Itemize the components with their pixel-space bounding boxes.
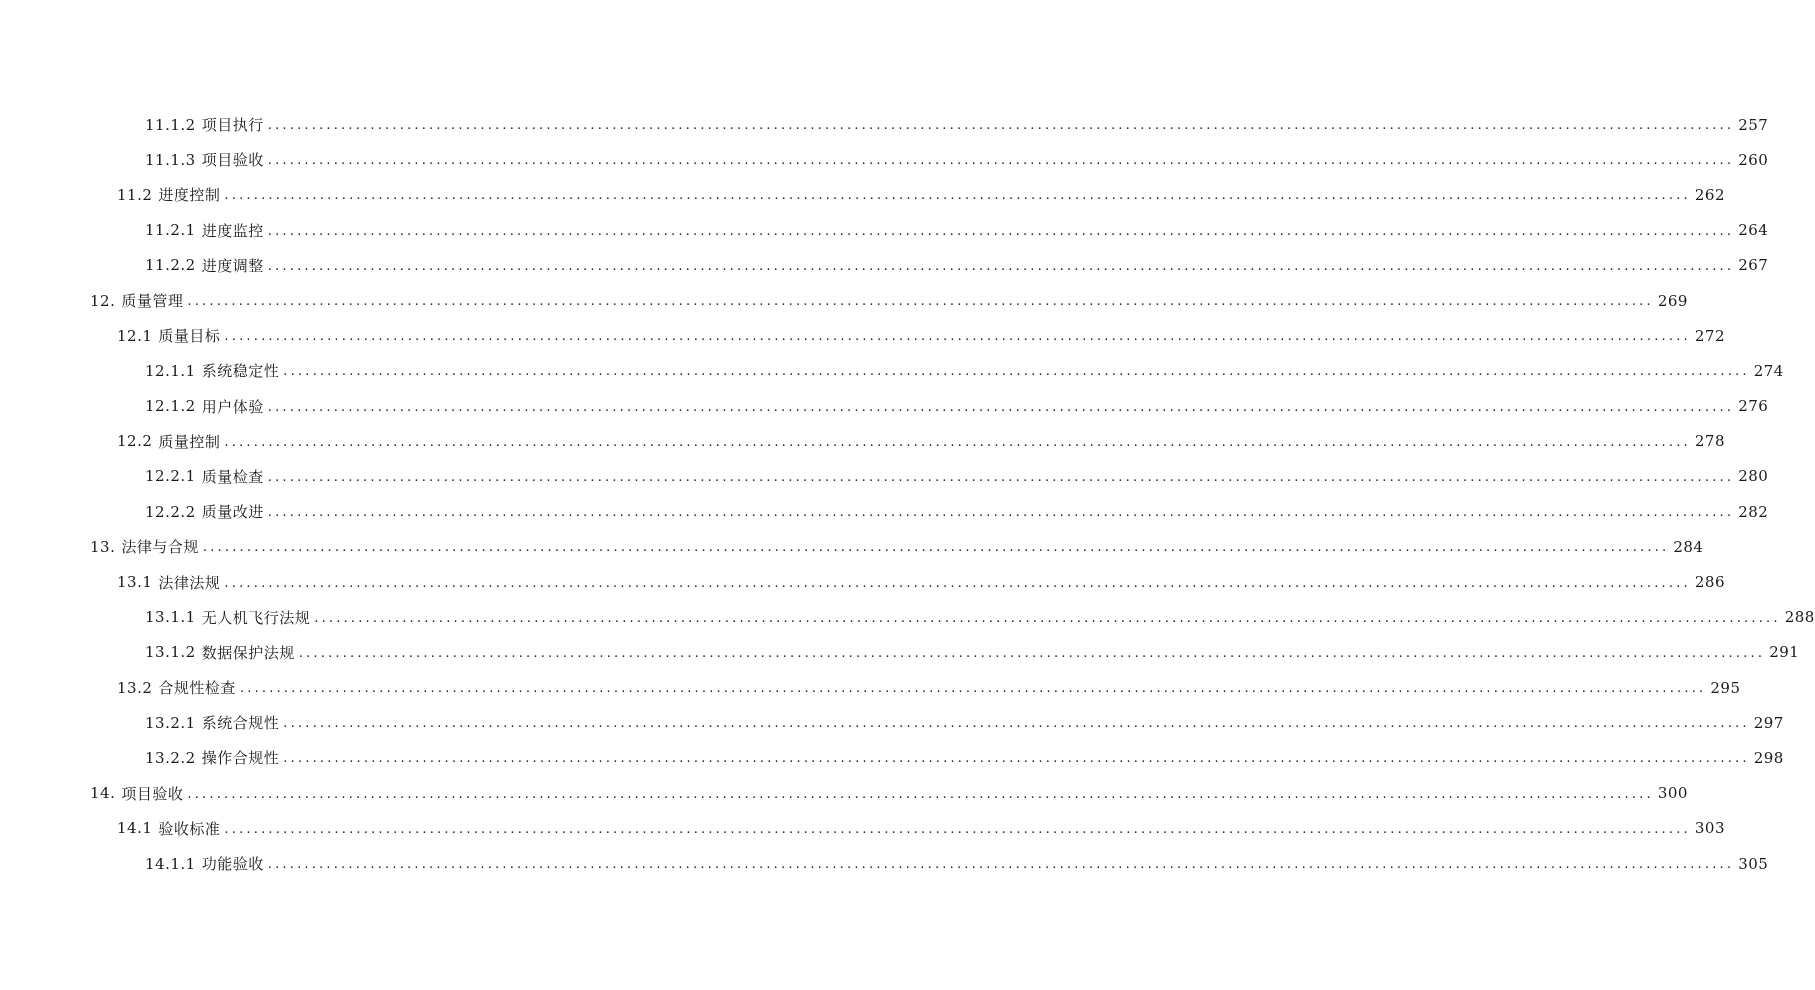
toc-entry-page-number: 284 — [1673, 537, 1704, 556]
toc-entry-title: 进度调整 — [201, 256, 264, 275]
toc-dot-leader: ........................................................................................................................................................................................................ — [267, 223, 1735, 239]
toc-dot-leader: ........................................................................................................................................................................................................ — [239, 681, 1707, 697]
toc-entry-title: 进度监控 — [201, 221, 264, 240]
toc-entry-page-number: 282 — [1738, 502, 1769, 521]
toc-entry-title: 验收标准 — [158, 819, 221, 838]
toc-entry-page-number: 272 — [1694, 326, 1726, 345]
toc-entry-page-number: 278 — [1694, 432, 1726, 451]
toc-dot-leader: ........................................................................................................................................................................................................ — [267, 399, 1735, 415]
toc-entry-12-1-2[interactable] — [0, 389, 1769, 424]
toc-entry-page-number: 286 — [1694, 573, 1726, 592]
toc-entry-page-number: 267 — [1738, 256, 1769, 275]
toc-dot-leader: ........................................................................................................................................................................................................ — [267, 153, 1735, 169]
toc-entry-number: 12. — [90, 291, 116, 310]
toc-entry-number: 12.1.2 — [145, 397, 196, 416]
toc-entry-11-2-2[interactable] — [0, 248, 1769, 283]
toc-dot-leader: ........................................................................................................................................................................................................ — [187, 294, 1654, 310]
toc-dot-leader: ........................................................................................................................................................................................................ — [267, 505, 1735, 521]
toc-entry-title: 操作合规性 — [201, 749, 280, 768]
toc-entry-number: 13. — [90, 537, 116, 556]
toc-entry-number: 11.2.2 — [145, 256, 196, 275]
toc-dot-leader: ........................................................................................................................................................................................................ — [267, 258, 1735, 274]
toc-dot-leader: ........................................................................................................................................................................................................ — [187, 786, 1654, 802]
toc-entry-11-1-2[interactable] — [0, 107, 1769, 142]
toc-entry-14-1-1[interactable] — [0, 846, 1769, 881]
toc-entry-title: 质量改进 — [201, 503, 264, 522]
toc-entry-title: 项目验收 — [201, 151, 264, 170]
toc-entry-title: 进度控制 — [158, 186, 221, 205]
toc-entry-number: 13.1.1 — [145, 608, 196, 627]
toc-entry-title: 用户体验 — [201, 397, 264, 416]
toc-entry-11-2[interactable] — [0, 177, 1726, 212]
toc-entry-number: 14.1 — [117, 819, 153, 838]
toc-dot-leader: ........................................................................................................................................................................................................ — [267, 857, 1735, 873]
toc-entry-page-number: 297 — [1753, 713, 1784, 732]
toc-dot-leader: ........................................................................................................................................................................................................ — [224, 329, 1691, 345]
toc-entry-number: 14.1.1 — [145, 854, 196, 873]
toc-entry-number: 14. — [90, 784, 116, 803]
toc-entry-number: 11.1.3 — [145, 150, 196, 169]
toc-entry-14[interactable] — [0, 776, 1688, 811]
toc-entry-title: 质量控制 — [158, 432, 221, 451]
toc-entry-number: 13.1.2 — [145, 643, 196, 662]
toc-entry-page-number: 300 — [1657, 784, 1688, 803]
toc-entry-page-number: 305 — [1738, 854, 1769, 873]
toc-entry-page-number: 303 — [1694, 819, 1726, 838]
toc-entry-number: 12.1 — [117, 326, 153, 345]
toc-entry-page-number: 274 — [1753, 361, 1784, 380]
toc-entry-13-1[interactable] — [0, 564, 1726, 599]
toc-entry-page-number: 276 — [1738, 397, 1769, 416]
toc-dot-leader: ........................................................................................................................................................................................................ — [298, 645, 1766, 661]
toc-entry-11-2-1[interactable] — [0, 213, 1769, 248]
toc-entry-title: 数据保护法规 — [201, 643, 295, 662]
toc-entry-11-1-3[interactable] — [0, 142, 1769, 177]
toc-entry-page-number: 260 — [1738, 150, 1769, 169]
toc-entry-title: 质量目标 — [158, 327, 221, 346]
toc-entry-title: 法律与合规 — [121, 538, 199, 557]
toc-entry-title: 质量检查 — [201, 467, 264, 486]
toc-entry-number: 13.2 — [117, 678, 153, 697]
toc-dot-leader: ........................................................................................................................................................................................................ — [224, 188, 1691, 204]
toc-dot-leader: ........................................................................................................................................................................................................ — [202, 540, 1670, 556]
toc-entry-12[interactable] — [0, 283, 1688, 318]
toc-entry-title: 合规性检查 — [158, 679, 236, 698]
toc-entry-12-2-1[interactable] — [0, 459, 1769, 494]
table-of-contents — [0, 107, 1815, 881]
toc-entry-page-number: 262 — [1694, 185, 1726, 204]
toc-entry-13-1-1[interactable] — [0, 600, 1815, 635]
toc-dot-leader: ........................................................................................................................................................................................................ — [283, 716, 1750, 732]
toc-entry-title: 系统稳定性 — [201, 362, 280, 381]
toc-dot-leader: ........................................................................................................................................................................................................ — [267, 469, 1735, 485]
toc-dot-leader: ........................................................................................................................................................................................................ — [314, 610, 1781, 626]
toc-entry-page-number: 295 — [1710, 678, 1741, 697]
toc-entry-page-number: 288 — [1784, 608, 1815, 627]
toc-entry-title: 法律法规 — [158, 573, 221, 592]
toc-entry-number: 12.2 — [117, 432, 153, 451]
toc-entry-number: 11.2.1 — [145, 221, 196, 240]
toc-entry-title: 项目验收 — [121, 784, 184, 803]
toc-entry-number: 12.2.1 — [145, 467, 196, 486]
toc-entry-number: 13.2.1 — [145, 713, 196, 732]
toc-entry-title: 质量管理 — [121, 292, 184, 311]
toc-entry-13-2[interactable] — [0, 670, 1741, 705]
toc-entry-page-number: 257 — [1738, 115, 1769, 134]
toc-dot-leader: ........................................................................................................................................................................................................ — [267, 118, 1735, 134]
toc-entry-number: 12.1.1 — [145, 361, 196, 380]
toc-entry-12-1-1[interactable] — [0, 353, 1784, 388]
toc-dot-leader: ........................................................................................................................................................................................................ — [224, 821, 1691, 837]
toc-entry-12-2-2[interactable] — [0, 494, 1769, 529]
toc-entry-title: 项目执行 — [201, 116, 264, 135]
toc-entry-13-2-2[interactable] — [0, 740, 1784, 775]
toc-dot-leader: ........................................................................................................................................................................................................ — [224, 575, 1691, 591]
toc-entry-page-number: 291 — [1769, 643, 1800, 662]
toc-entry-number: 13.1 — [117, 573, 153, 592]
toc-entry-13-2-1[interactable] — [0, 705, 1784, 740]
toc-entry-title: 无人机飞行法规 — [201, 608, 311, 627]
toc-dot-leader: ........................................................................................................................................................................................................ — [224, 434, 1691, 450]
toc-dot-leader: ........................................................................................................................................................................................................ — [283, 364, 1750, 380]
toc-entry-title: 系统合规性 — [201, 714, 280, 733]
toc-entry-number: 11.2 — [117, 185, 153, 204]
toc-entry-number: 13.2.2 — [145, 748, 196, 767]
toc-entry-page-number: 280 — [1738, 467, 1769, 486]
toc-entry-12-2[interactable] — [0, 424, 1726, 459]
toc-entry-14-1[interactable] — [0, 811, 1726, 846]
toc-entry-page-number: 264 — [1738, 221, 1769, 240]
toc-dot-leader: ........................................................................................................................................................................................................ — [283, 751, 1750, 767]
toc-entry-12-1[interactable] — [0, 318, 1726, 353]
toc-entry-page-number: 298 — [1753, 748, 1784, 767]
toc-entry-page-number: 269 — [1657, 291, 1688, 310]
toc-entry-number: 11.1.2 — [145, 115, 196, 134]
toc-entry-13[interactable] — [0, 529, 1704, 564]
toc-entry-13-1-2[interactable] — [0, 635, 1800, 670]
toc-entry-number: 12.2.2 — [145, 502, 196, 521]
toc-entry-title: 功能验收 — [201, 855, 264, 874]
